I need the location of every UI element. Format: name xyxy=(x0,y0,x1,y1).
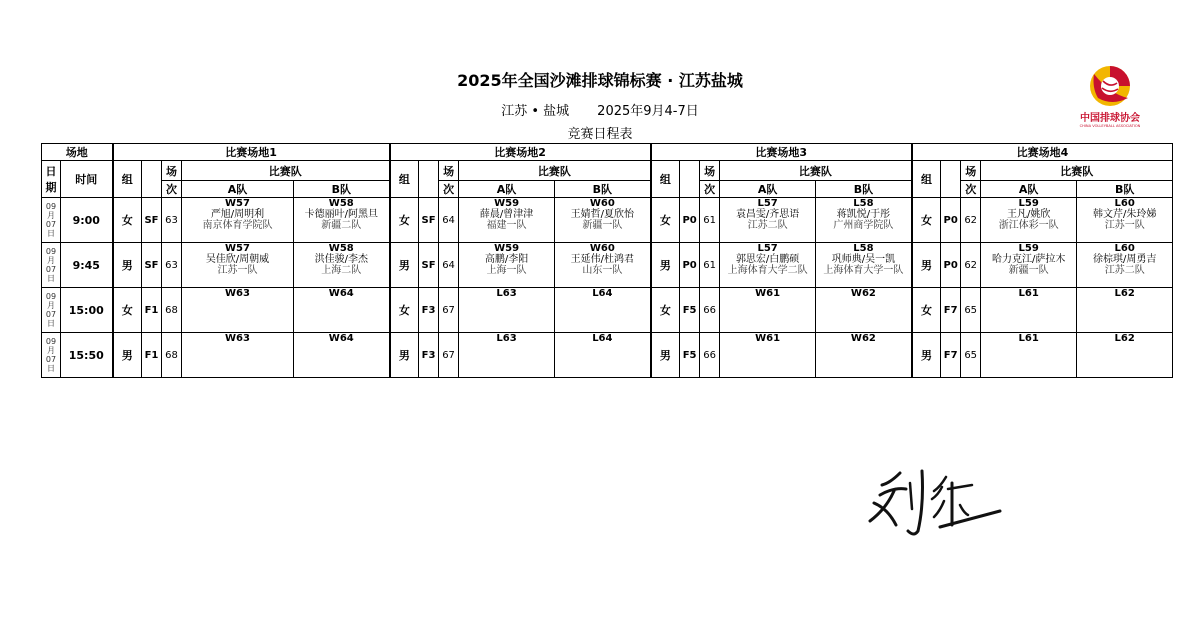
match-number-cell: 61 xyxy=(700,198,720,243)
team-b-header: B队 xyxy=(555,181,651,198)
group-cell: 男 xyxy=(912,333,941,378)
team-name: 广州商学院队 xyxy=(833,220,894,231)
time-cell: 15:50 xyxy=(61,333,113,378)
match-number-cell: 65 xyxy=(961,288,981,333)
seed-code: L62 xyxy=(1114,288,1135,299)
group-cell: 男 xyxy=(651,333,680,378)
team-a-cell xyxy=(981,243,1077,288)
player-names: 哈力克江/萨拉木 xyxy=(992,254,1066,265)
date-part: 09 xyxy=(45,202,57,211)
match-header-top: 场 xyxy=(439,161,459,181)
seed-code: L59 xyxy=(1018,198,1039,209)
seed-code: L64 xyxy=(592,288,613,299)
schedule-row xyxy=(42,288,1173,333)
group-cell: 男 xyxy=(113,333,142,378)
date-header xyxy=(42,161,61,198)
date-header-char-2: 期 xyxy=(45,181,57,194)
team-a-header: A队 xyxy=(981,181,1077,198)
date-part: 09 xyxy=(45,292,57,301)
player-names: 徐棕琪/周勇吉 xyxy=(1093,254,1157,265)
location-date-line xyxy=(0,100,1200,119)
date-part: 日 xyxy=(47,229,55,238)
group-cell: 男 xyxy=(390,243,419,288)
org-name-en: CHINA VOLLEYBALL ASSOCIATION xyxy=(1079,124,1141,128)
seed-code: L63 xyxy=(496,333,517,344)
seed-code: W57 xyxy=(225,198,250,209)
time-cell: 9:45 xyxy=(61,243,113,288)
round-cell: F7 xyxy=(941,288,961,333)
round-cell: SF xyxy=(142,198,162,243)
team-a-header: A队 xyxy=(720,181,816,198)
team-b-cell xyxy=(816,333,912,378)
round-header-blank xyxy=(680,161,700,198)
schedule-row xyxy=(42,333,1173,378)
handwritten-signature xyxy=(860,465,1010,550)
header-row-courts xyxy=(42,144,1173,161)
team-a-cell xyxy=(182,333,294,378)
team-b-cell xyxy=(1077,288,1173,333)
player-names: 薛晨/曾津津 xyxy=(479,209,534,220)
seed-code: L61 xyxy=(1018,288,1039,299)
group-cell: 男 xyxy=(113,243,142,288)
team-b-cell xyxy=(1077,243,1173,288)
team-a-cell xyxy=(720,288,816,333)
match-number-cell: 68 xyxy=(162,333,182,378)
teams-header: 比赛队 xyxy=(182,161,390,181)
team-name: 南京体育学院队 xyxy=(202,220,273,231)
schedule-row xyxy=(42,198,1173,243)
team-a-cell xyxy=(459,198,555,243)
player-names: 巩师典/吴一凯 xyxy=(831,254,896,265)
seed-code: L58 xyxy=(853,243,874,254)
group-header: 组 xyxy=(390,161,419,198)
team-b-header: B队 xyxy=(294,181,390,198)
player-names: 洪佳骏/李杰 xyxy=(314,254,368,265)
match-number-cell: 63 xyxy=(162,198,182,243)
group-cell: 女 xyxy=(651,288,680,333)
seed-code: W62 xyxy=(850,288,876,299)
schedule-row xyxy=(42,243,1173,288)
seed-code: L62 xyxy=(1114,333,1135,344)
team-name: 新疆一队 xyxy=(582,220,623,231)
seed-code: W64 xyxy=(328,288,354,299)
schedule-body xyxy=(42,144,1173,378)
team-b-cell xyxy=(816,243,912,288)
date-part: 日 xyxy=(47,319,55,328)
teams-header: 比赛队 xyxy=(981,161,1173,181)
round-cell: SF xyxy=(142,243,162,288)
round-header-blank xyxy=(142,161,162,198)
team-b-cell xyxy=(294,333,390,378)
date-part: 07 xyxy=(45,220,57,229)
team-a-cell xyxy=(459,333,555,378)
team-a-header: A队 xyxy=(459,181,555,198)
team-b-header: B队 xyxy=(1077,181,1173,198)
date-part: 日 xyxy=(47,364,55,373)
header-row-teams xyxy=(42,181,1173,198)
seed-code: L63 xyxy=(496,288,517,299)
match-number-cell: 67 xyxy=(439,288,459,333)
match-number-cell: 63 xyxy=(162,243,182,288)
team-b-cell xyxy=(1077,198,1173,243)
team-b-cell xyxy=(816,198,912,243)
team-b-cell xyxy=(555,288,651,333)
date-cell xyxy=(42,198,61,243)
player-names: 严旭/周明利 xyxy=(210,209,265,220)
round-cell: F5 xyxy=(680,288,700,333)
team-a-cell xyxy=(720,243,816,288)
schedule-table xyxy=(41,143,1173,378)
player-names: 袁昌雯/齐思语 xyxy=(735,209,800,220)
date-part: 月 xyxy=(47,256,55,265)
team-b-cell xyxy=(1077,333,1173,378)
seed-code: W61 xyxy=(755,288,781,299)
team-a-cell xyxy=(720,333,816,378)
team-a-cell xyxy=(182,288,294,333)
teams-header: 比赛队 xyxy=(720,161,912,181)
round-cell: F1 xyxy=(142,288,162,333)
round-cell: P0 xyxy=(941,243,961,288)
seed-code: W57 xyxy=(225,243,250,254)
seed-code: L64 xyxy=(592,333,613,344)
date-part: 09 xyxy=(45,337,57,346)
match-number-cell: 62 xyxy=(961,243,981,288)
seed-code: L59 xyxy=(1018,243,1039,254)
teams-header: 比赛队 xyxy=(459,161,651,181)
date-cell xyxy=(42,288,61,333)
match-number-cell: 66 xyxy=(700,333,720,378)
page-title: 2025年全国沙滩排球锦标赛 · 江苏盐城 xyxy=(457,71,743,90)
team-name: 山东一队 xyxy=(582,265,623,276)
team-b-cell xyxy=(294,288,390,333)
group-header: 组 xyxy=(651,161,680,198)
seed-code: L60 xyxy=(1114,198,1135,209)
group-cell: 女 xyxy=(390,288,419,333)
team-name: 上海二队 xyxy=(321,265,362,276)
team-a-cell xyxy=(459,288,555,333)
team-name: 江苏二队 xyxy=(1104,265,1145,276)
seed-code: L57 xyxy=(757,198,778,209)
player-names: 郭思宏/白鹏硕 xyxy=(735,254,800,265)
match-header-top: 场 xyxy=(961,161,981,181)
team-name: 上海体育大学一队 xyxy=(823,265,904,276)
group-cell: 女 xyxy=(113,198,142,243)
group-cell: 女 xyxy=(390,198,419,243)
org-name-cn: 中国排球协会 xyxy=(1080,113,1140,124)
team-b-cell xyxy=(294,198,390,243)
team-name: 新疆一队 xyxy=(1008,265,1049,276)
player-names: 王凡/姚欣 xyxy=(1007,209,1051,220)
seed-code: W58 xyxy=(328,243,354,254)
team-a-header: A队 xyxy=(182,181,294,198)
court-1-header: 比赛场地1 xyxy=(113,144,390,161)
date-part: 07 xyxy=(45,355,57,364)
team-a-cell xyxy=(981,198,1077,243)
round-header-blank xyxy=(419,161,439,198)
match-header-bottom: 次 xyxy=(439,181,459,198)
match-number-cell: 68 xyxy=(162,288,182,333)
player-names: 蒋凯悦/于彤 xyxy=(836,209,891,220)
date-cell xyxy=(42,333,61,378)
seed-code: W63 xyxy=(225,288,250,299)
player-names: 高鹏/李阳 xyxy=(484,254,529,265)
round-cell: F1 xyxy=(142,333,162,378)
seed-code: W61 xyxy=(755,333,781,344)
match-number-cell: 67 xyxy=(439,333,459,378)
date-part: 月 xyxy=(47,346,55,355)
seed-code: L61 xyxy=(1018,333,1039,344)
team-a-cell xyxy=(182,198,294,243)
date-part: 月 xyxy=(47,301,55,310)
seed-code: L58 xyxy=(853,198,874,209)
seed-code: W63 xyxy=(225,333,250,344)
round-cell: SF xyxy=(419,198,439,243)
team-b-cell xyxy=(555,333,651,378)
match-header-top: 场 xyxy=(700,161,720,181)
seed-code: L60 xyxy=(1114,243,1135,254)
date-header-char-1: 日 xyxy=(45,165,57,178)
seed-code: W62 xyxy=(850,333,876,344)
player-names: 王延伟/杜鸿君 xyxy=(570,254,635,265)
team-a-cell xyxy=(182,243,294,288)
location-text: 江苏 • 盐城 xyxy=(501,104,570,119)
match-number-cell: 65 xyxy=(961,333,981,378)
team-name: 江苏一队 xyxy=(217,265,258,276)
seed-code: W64 xyxy=(328,333,354,344)
match-header-bottom: 次 xyxy=(961,181,981,198)
team-b-cell xyxy=(816,288,912,333)
round-cell: P0 xyxy=(680,198,700,243)
team-name: 新疆二队 xyxy=(321,220,362,231)
date-part: 日 xyxy=(47,274,55,283)
team-name: 浙江体彩一队 xyxy=(998,220,1059,231)
team-b-header: B队 xyxy=(816,181,912,198)
time-header: 时间 xyxy=(61,161,113,198)
group-header: 组 xyxy=(912,161,941,198)
date-part: 07 xyxy=(45,310,57,319)
date-part: 07 xyxy=(45,265,57,274)
group-cell: 男 xyxy=(390,333,419,378)
match-header-top: 场 xyxy=(162,161,182,181)
seed-code: W60 xyxy=(589,198,615,209)
player-names: 卡德丽叶/阿黑旦 xyxy=(304,209,378,220)
time-cell: 15:00 xyxy=(61,288,113,333)
team-b-cell xyxy=(294,243,390,288)
cva-logo xyxy=(1074,64,1146,136)
header-row-labels xyxy=(42,161,1173,181)
time-cell: 9:00 xyxy=(61,198,113,243)
seed-code: W60 xyxy=(589,243,615,254)
match-number-cell: 62 xyxy=(961,198,981,243)
match-header-bottom: 次 xyxy=(162,181,182,198)
venue-header: 场地 xyxy=(42,144,113,161)
seed-code: W59 xyxy=(494,198,520,209)
group-cell: 女 xyxy=(651,198,680,243)
team-b-cell xyxy=(555,243,651,288)
group-cell: 男 xyxy=(912,243,941,288)
team-b-cell xyxy=(555,198,651,243)
player-names: 吴佳欣/周朝威 xyxy=(205,254,270,265)
team-name: 江苏一队 xyxy=(1104,220,1145,231)
court-2-header: 比赛场地2 xyxy=(390,144,651,161)
date-part: 09 xyxy=(45,247,57,256)
team-name: 上海体育大学二队 xyxy=(727,265,808,276)
group-header: 组 xyxy=(113,161,142,198)
round-cell: SF xyxy=(419,243,439,288)
seed-code: L57 xyxy=(757,243,778,254)
volleyball-badge-icon xyxy=(1088,64,1132,108)
group-cell: 女 xyxy=(912,198,941,243)
date-cell xyxy=(42,243,61,288)
round-header-blank xyxy=(941,161,961,198)
schedule-caption: 竞赛日程表 xyxy=(567,127,633,142)
team-a-cell xyxy=(981,288,1077,333)
round-cell: F3 xyxy=(419,288,439,333)
match-header-bottom: 次 xyxy=(700,181,720,198)
court-3-header: 比赛场地3 xyxy=(651,144,912,161)
match-number-cell: 66 xyxy=(700,288,720,333)
seed-code: W58 xyxy=(328,198,354,209)
group-cell: 女 xyxy=(912,288,941,333)
team-a-cell xyxy=(459,243,555,288)
court-4-header: 比赛场地4 xyxy=(912,144,1173,161)
group-cell: 女 xyxy=(113,288,142,333)
round-cell: P0 xyxy=(941,198,961,243)
match-number-cell: 64 xyxy=(439,198,459,243)
match-number-cell: 61 xyxy=(700,243,720,288)
team-name: 上海一队 xyxy=(486,265,527,276)
player-names: 王婧哲/夏欣怡 xyxy=(570,209,635,220)
round-cell: F3 xyxy=(419,333,439,378)
round-cell: P0 xyxy=(680,243,700,288)
group-cell: 男 xyxy=(651,243,680,288)
team-a-cell xyxy=(720,198,816,243)
date-part: 月 xyxy=(47,211,55,220)
team-name: 福建一队 xyxy=(486,220,527,231)
round-cell: F7 xyxy=(941,333,961,378)
dates-text: 2025年9月4-7日 xyxy=(597,104,699,119)
seed-code: W59 xyxy=(494,243,520,254)
player-names: 韩文芹/朱玲娣 xyxy=(1093,209,1157,220)
team-name: 江苏二队 xyxy=(747,220,788,231)
round-cell: F5 xyxy=(680,333,700,378)
team-a-cell xyxy=(981,333,1077,378)
match-number-cell: 64 xyxy=(439,243,459,288)
